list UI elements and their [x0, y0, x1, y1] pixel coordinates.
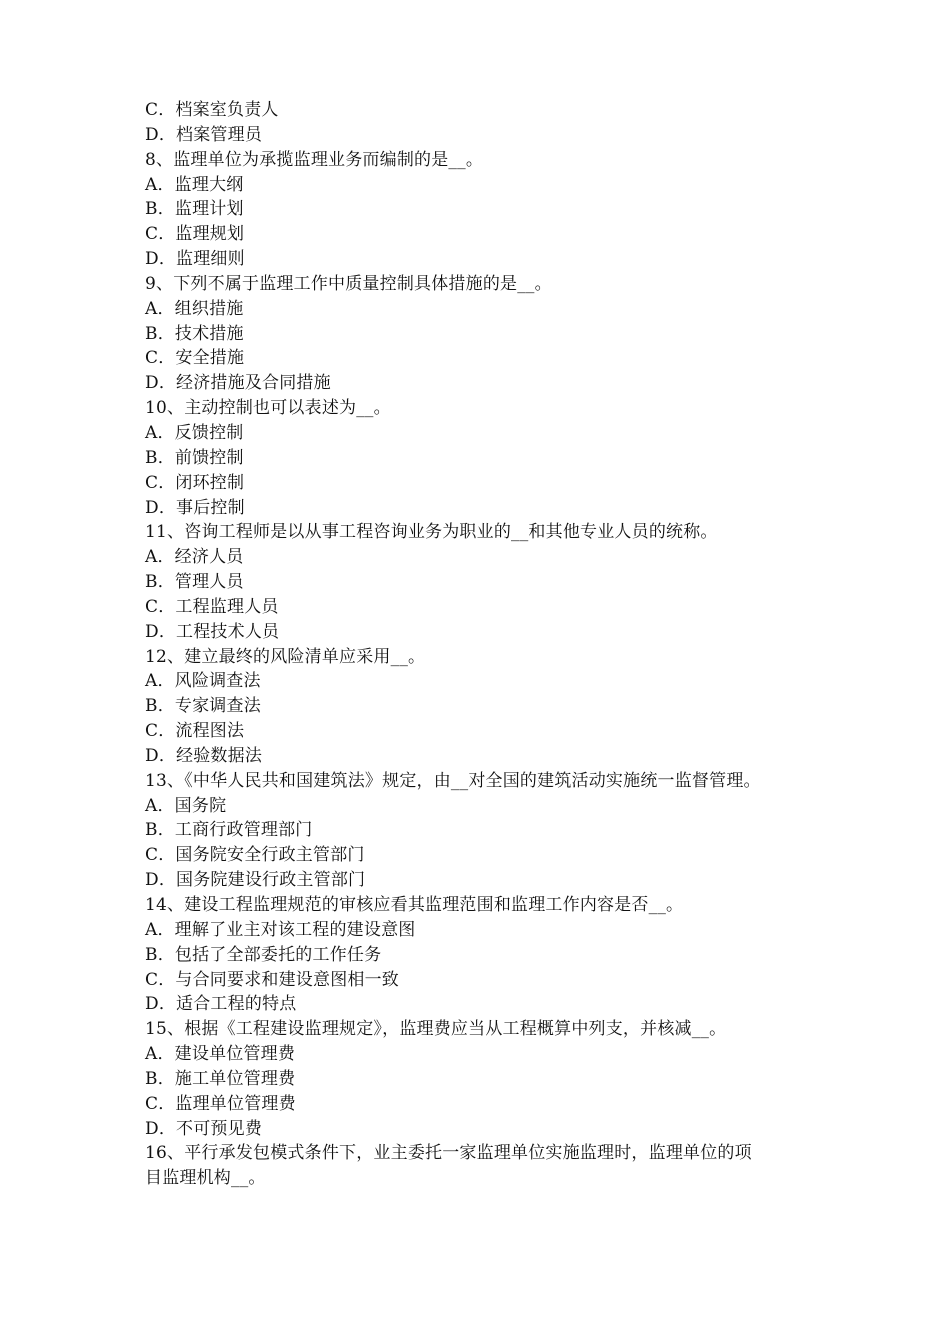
option-c: C．监理单位管理费 — [145, 1093, 296, 1114]
option-a: A．监理大纲 — [145, 174, 244, 195]
option-b: B．施工单位管理费 — [145, 1068, 296, 1089]
question-9: 9、下列不属于监理工作中质量控制具体措施的是__。 — [145, 273, 552, 294]
option-c: C．与合同要求和建设意图相一致 — [145, 969, 400, 990]
option-c: C．国务院安全行政主管部门 — [145, 845, 365, 866]
question-11: 11、咨询工程师是以从事工程咨询业务为职业的__和其他专业人员的统称。 — [145, 522, 718, 543]
option-c: C．工程监理人员 — [145, 596, 279, 617]
option-b: B．监理计划 — [145, 199, 244, 220]
question-list — [145, 98, 825, 1191]
option-b: B．专家调查法 — [145, 696, 261, 717]
option-d: D．经验数据法 — [145, 745, 263, 766]
question-10: 10、主动控制也可以表述为__。 — [145, 398, 391, 419]
question-13: 13、《中华人民共和国建筑法》规定，由__对全国的建筑活动实施统一监督管理。 — [145, 770, 761, 791]
option-b: B．前馈控制 — [145, 447, 244, 468]
option-a: A．风险调查法 — [145, 671, 261, 692]
question-16: 16、平行承发包模式条件下，业主委托一家监理单位实施监理时，监理单位的项 — [145, 1143, 752, 1164]
option-a: A．国务院 — [145, 795, 227, 816]
option-d: D．适合工程的特点 — [145, 994, 297, 1015]
option-b: B．技术措施 — [145, 323, 244, 344]
option-d: D．工程技术人员 — [145, 621, 280, 642]
option-a: A．理解了业主对该工程的建设意图 — [145, 919, 416, 940]
option-b: B．工商行政管理部门 — [145, 820, 313, 841]
option-d: D．不可预见费 — [145, 1118, 263, 1139]
option-a: A．组织措施 — [145, 298, 244, 319]
option-c: C．闭环控制 — [145, 472, 245, 493]
option-c: C．安全措施 — [145, 348, 245, 369]
option-c: C．监理规划 — [145, 224, 245, 245]
option-d: D．国务院建设行政主管部门 — [145, 870, 366, 891]
question-8: 8、监理单位为承揽监理业务而编制的是__。 — [145, 149, 484, 170]
option-c: C．档案室负责人 — [145, 100, 279, 120]
option-d: D．档案管理员 — [145, 124, 263, 145]
question-15: 15、根据《工程建设监理规定》，监理费应当从工程概算中列支，并核减__。 — [145, 1019, 727, 1040]
option-d: D．经济措施及合同措施 — [145, 373, 331, 394]
option-a: A．反馈控制 — [145, 422, 244, 443]
option-a: A．建设单位管理费 — [145, 1044, 296, 1065]
option-c: C．流程图法 — [145, 721, 245, 742]
option-b: B．包括了全部委托的工作任务 — [145, 944, 382, 965]
question-16-continued: 目监理机构__。 — [145, 1168, 266, 1189]
option-b: B．管理人员 — [145, 572, 244, 593]
question-12: 12、建立最终的风险清单应采用__。 — [145, 646, 426, 667]
option-a: A．经济人员 — [145, 547, 244, 568]
option-d: D．事后控制 — [145, 497, 245, 518]
question-14: 14、建设工程监理规范的审核应看其监理范围和监理工作内容是否__。 — [145, 895, 684, 915]
option-d: D．监理细则 — [145, 249, 245, 270]
